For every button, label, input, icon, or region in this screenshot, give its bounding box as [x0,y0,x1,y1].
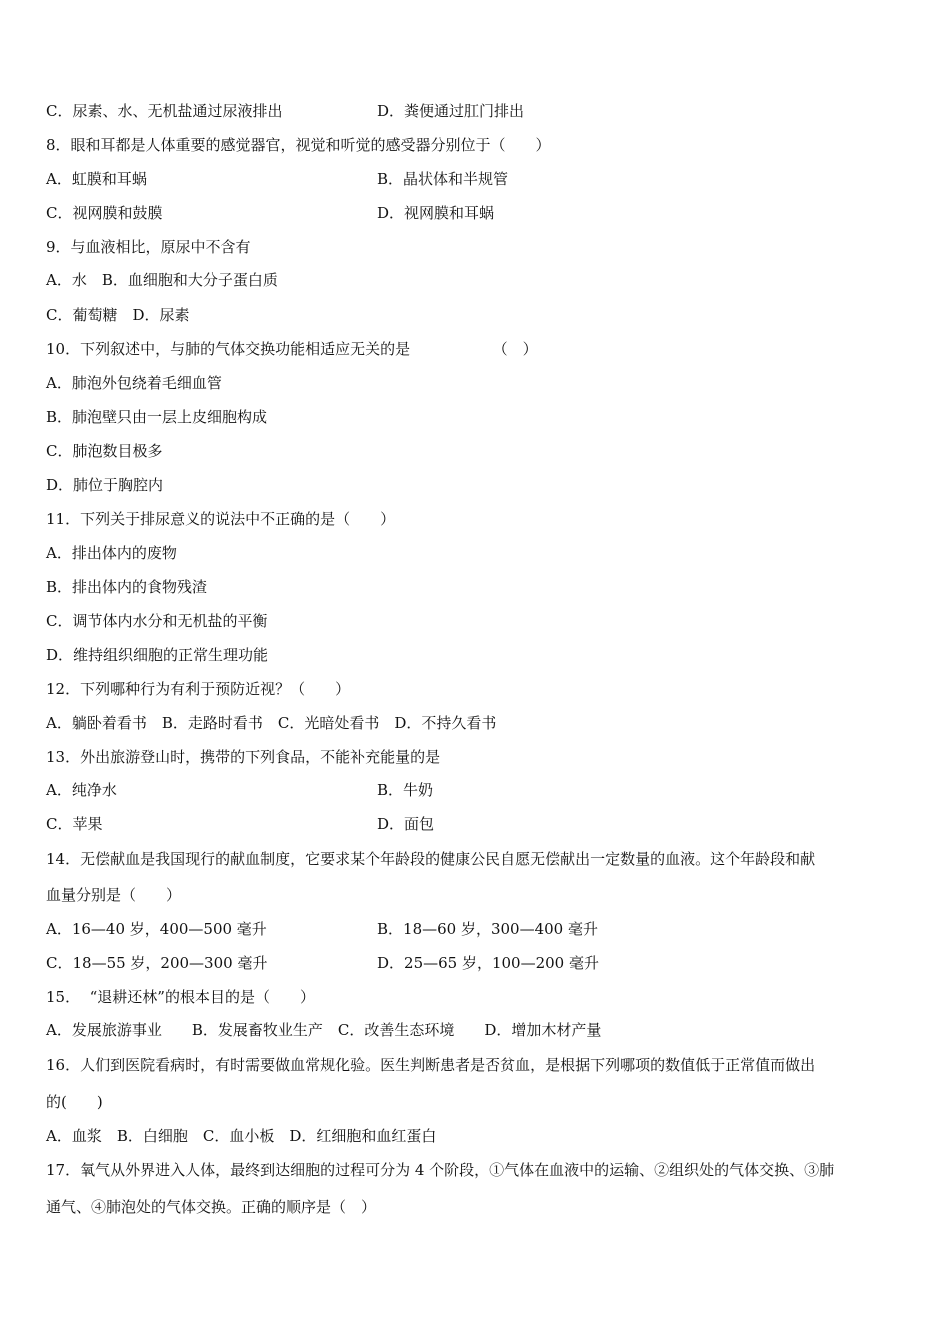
q9-options-ab: A．水 B．血细胞和大分子蛋白质 [46,271,278,289]
q10-option-a: A．肺泡外包绕着毛细血管 [46,374,222,392]
q8-option-a: A．虹膜和耳蜗 [46,170,147,188]
q10-stem: 10．下列叙述中，与肺的气体交换功能相适应无关的是 （ ） [46,340,538,358]
q16-options: A．血浆 B．白细胞 C．血小板 D．红细胞和血红蛋白 [46,1127,437,1145]
q15-stem: 15． “退耕还林”的根本目的是（ ） [46,988,315,1006]
q10-option-d: D．肺位于胸腔内 [46,476,164,494]
q13-option-b: B．牛奶 [377,781,434,799]
q7-option-d: D．粪便通过肛门排出 [377,102,525,120]
q11-option-d: D．维持组织细胞的正常生理功能 [46,646,269,664]
q11-stem: 11．下列关于排尿意义的说法中不正确的是（ ） [46,510,396,528]
q14-option-b: B．18—60 岁，300—400 毫升 [377,920,598,938]
q9-stem: 9．与血液相比，原尿中不含有 [46,238,251,256]
q11-option-a: A．排出体内的废物 [46,544,177,562]
q16-stem-line1: 16．人们到医院看病时，有时需要做血常规化验。医生判断患者是否贫血，是根据下列哪项的数值低于正常值而做出 [46,1056,816,1074]
q8-option-d: D．视网膜和耳蜗 [377,204,495,222]
q8-option-c: C．视网膜和鼓膜 [46,204,163,222]
q14-option-d: D．25—65 岁，100—200 毫升 [377,954,599,972]
q8-stem: 8．眼和耳都是人体重要的感觉器官，视觉和听觉的感受器分别位于（ ） [46,136,551,154]
q17-stem-line1: 17．氧气从外界进入人体，最终到达细胞的过程可分为 4 个阶段，①气体在血液中的运输、②组织处的气体交换、③肺 [46,1161,835,1179]
q14-stem-line2: 血量分别是（ ） [46,886,182,904]
q10-option-b: B．肺泡壁只由一层上皮细胞构成 [46,408,268,426]
q15-options: A．发展旅游事业 B．发展畜牧业生产 C．改善生态环境 D．增加木材产量 [46,1021,602,1039]
q14-option-c: C．18—55 岁，200—300 毫升 [46,954,268,972]
q13-stem: 13．外出旅游登山时，携带的下列食品，不能补充能量的是 [46,748,441,766]
q9-options-cd: C．葡萄糖 D．尿素 [46,306,190,324]
q13-option-c: C．苹果 [46,815,103,833]
q11-option-b: B．排出体内的食物残渣 [46,578,208,596]
q14-stem-line1: 14．无偿献血是我国现行的献血制度，它要求某个年龄段的健康公民自愿无偿献出一定数量的血液。这个年龄段和献 [46,850,816,868]
q13-option-d: D．面包 [377,815,435,833]
q7-option-c: C．尿素、水、无机盐通过尿液排出 [46,102,283,120]
q12-stem: 12．下列哪种行为有利于预防近视？（ ） [46,680,351,698]
q12-options: A．躺卧着看书 B．走路时看书 C．光暗处看书 D．不持久看书 [46,714,497,732]
q11-option-c: C．调节体内水分和无机盐的平衡 [46,612,268,630]
q17-stem-line2: 通气、④肺泡处的气体交换。正确的顺序是（ ） [46,1198,377,1216]
q10-option-c: C．肺泡数目极多 [46,442,163,460]
q16-stem-line2: 的( ) [46,1093,103,1111]
q8-option-b: B．晶状体和半规管 [377,170,509,188]
q14-option-a: A．16—40 岁，400—500 毫升 [46,920,267,938]
q13-option-a: A．纯净水 [46,781,117,799]
